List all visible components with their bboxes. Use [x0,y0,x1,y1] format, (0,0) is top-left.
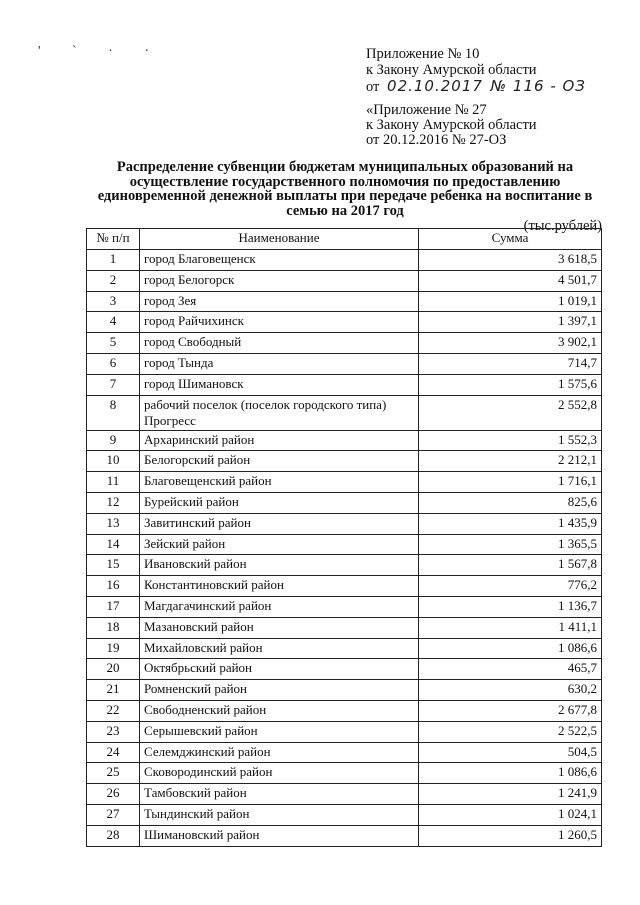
header-num: № п/п [87,229,140,250]
cell-num: 9 [87,430,140,451]
cell-num: 17 [87,596,140,617]
table-row [87,804,602,825]
cell-name: город Белогорск [140,270,419,291]
cell-num: 5 [87,333,140,354]
previous-appendix-law: к Закону Амурской области [366,117,537,133]
appendix-number: Приложение № 10 [366,46,480,62]
appendix-header [366,46,586,95]
cell-sum: 1 260,5 [419,825,602,846]
cell-num: 12 [87,492,140,513]
cell-name: город Райчихинск [140,312,419,333]
units-label: (тыс.рублей) [523,218,602,234]
cell-num: 8 [87,395,140,430]
previous-appendix-date: от 20.12.2016 № 27-ОЗ [366,132,507,148]
cell-name: город Свободный [140,333,419,354]
cell-name: Серышевский район [140,721,419,742]
table-row [87,250,602,271]
cell-name: город Благовещенск [140,250,419,271]
cell-name: Селемджинский район [140,742,419,763]
cell-num: 25 [87,763,140,784]
table-row [87,374,602,395]
cell-num: 23 [87,721,140,742]
cell-sum: 1 365,5 [419,534,602,555]
cell-sum: 3 902,1 [419,333,602,354]
table-row [87,784,602,805]
cell-sum: 2 552,8 [419,395,602,430]
appendix-date-line [366,78,586,95]
subvention-table [86,228,602,847]
table-row [87,312,602,333]
table-row [87,555,602,576]
cell-sum: 714,7 [419,353,602,374]
table-row [87,763,602,784]
cell-name: Тындинский район [140,804,419,825]
previous-appendix-number: «Приложение № 27 [366,102,487,118]
cell-name: Ивановский район [140,555,419,576]
cell-num: 6 [87,353,140,374]
cell-sum: 1 024,1 [419,804,602,825]
appendix-law: к Закону Амурской области [366,62,537,78]
table-row [87,721,602,742]
cell-num: 1 [87,250,140,271]
table-row [87,333,602,354]
cell-num: 21 [87,680,140,701]
cell-num: 7 [87,374,140,395]
cell-num: 24 [87,742,140,763]
cell-sum: 1 019,1 [419,291,602,312]
table-row [87,353,602,374]
cell-num: 18 [87,617,140,638]
cell-sum: 2 677,8 [419,700,602,721]
cell-num: 20 [87,659,140,680]
cell-num: 28 [87,825,140,846]
cell-sum: 504,5 [419,742,602,763]
table-row [87,576,602,597]
cell-name: Тамбовский район [140,784,419,805]
cell-name: Магдагачинский район [140,596,419,617]
appendix-date-prefix: от [366,79,380,95]
cell-sum: 1 241,9 [419,784,602,805]
table-row [87,270,602,291]
handwritten-date: 02.10.2017 [387,77,483,95]
cell-sum: 1 552,3 [419,430,602,451]
handwritten-number: № 116 - ОЗ [490,77,586,95]
table-row [87,700,602,721]
table-row [87,395,602,430]
cell-name: Константиновский район [140,576,419,597]
table-row [87,534,602,555]
cell-sum: 1 086,6 [419,638,602,659]
cell-name: Свободненский район [140,700,419,721]
table-row [87,451,602,472]
cell-name: Зейский район [140,534,419,555]
table-row [87,742,602,763]
cell-num: 27 [87,804,140,825]
table-row [87,659,602,680]
cell-name: город Зея [140,291,419,312]
table-row [87,430,602,451]
cell-num: 4 [87,312,140,333]
cell-num: 16 [87,576,140,597]
table-row [87,513,602,534]
cell-sum: 1 411,1 [419,617,602,638]
table-row [87,617,602,638]
cell-sum: 1 435,9 [419,513,602,534]
cell-num: 13 [87,513,140,534]
cell-name: Ромненский район [140,680,419,701]
cell-sum: 2 522,5 [419,721,602,742]
table-row [87,825,602,846]
table-row [87,596,602,617]
header-name: Наименование [140,229,419,250]
cell-sum: 4 501,7 [419,270,602,291]
cell-sum: 1 136,7 [419,596,602,617]
cell-name: город Тында [140,353,419,374]
cell-sum: 3 618,5 [419,250,602,271]
cell-sum: 2 212,1 [419,451,602,472]
scan-specks: ' ` · · [38,44,164,59]
table-row [87,492,602,513]
table-row [87,472,602,493]
cell-sum: 630,2 [419,680,602,701]
cell-name: Архаринский район [140,430,419,451]
cell-sum: 825,6 [419,492,602,513]
cell-sum: 1 086,6 [419,763,602,784]
table-row [87,291,602,312]
cell-name: Мазановский район [140,617,419,638]
cell-name: Завитинский район [140,513,419,534]
cell-name: рабочий поселок (поселок городского типа) Прогресс [140,395,419,430]
cell-name: город Шимановск [140,374,419,395]
cell-sum: 1 716,1 [419,472,602,493]
cell-name: Благовещенский район [140,472,419,493]
cell-sum: 1 575,6 [419,374,602,395]
cell-name: Михайловский район [140,638,419,659]
cell-num: 2 [87,270,140,291]
document-title: Распределение субвенции бюджетам муниципальных образований на осуществление государственного полномочия по предоставлению единовременной денежной выплаты при передаче ребенка на воспитание в семью на 2017 год [97,159,593,219]
table-header-row [87,229,602,250]
table-row [87,638,602,659]
header-sum: Сумма [419,229,602,250]
cell-name: Шимановский район [140,825,419,846]
cell-sum: 776,2 [419,576,602,597]
cell-name: Октябрьский район [140,659,419,680]
cell-sum: 465,7 [419,659,602,680]
cell-num: 22 [87,700,140,721]
previous-appendix-header [366,103,537,148]
cell-num: 15 [87,555,140,576]
cell-name: Белогорский район [140,451,419,472]
cell-num: 11 [87,472,140,493]
cell-num: 26 [87,784,140,805]
table-row [87,680,602,701]
cell-name: Бурейский район [140,492,419,513]
cell-num: 19 [87,638,140,659]
cell-sum: 1 397,1 [419,312,602,333]
cell-sum: 1 567,8 [419,555,602,576]
cell-num: 14 [87,534,140,555]
cell-num: 10 [87,451,140,472]
cell-num: 3 [87,291,140,312]
cell-name: Сковородинский район [140,763,419,784]
